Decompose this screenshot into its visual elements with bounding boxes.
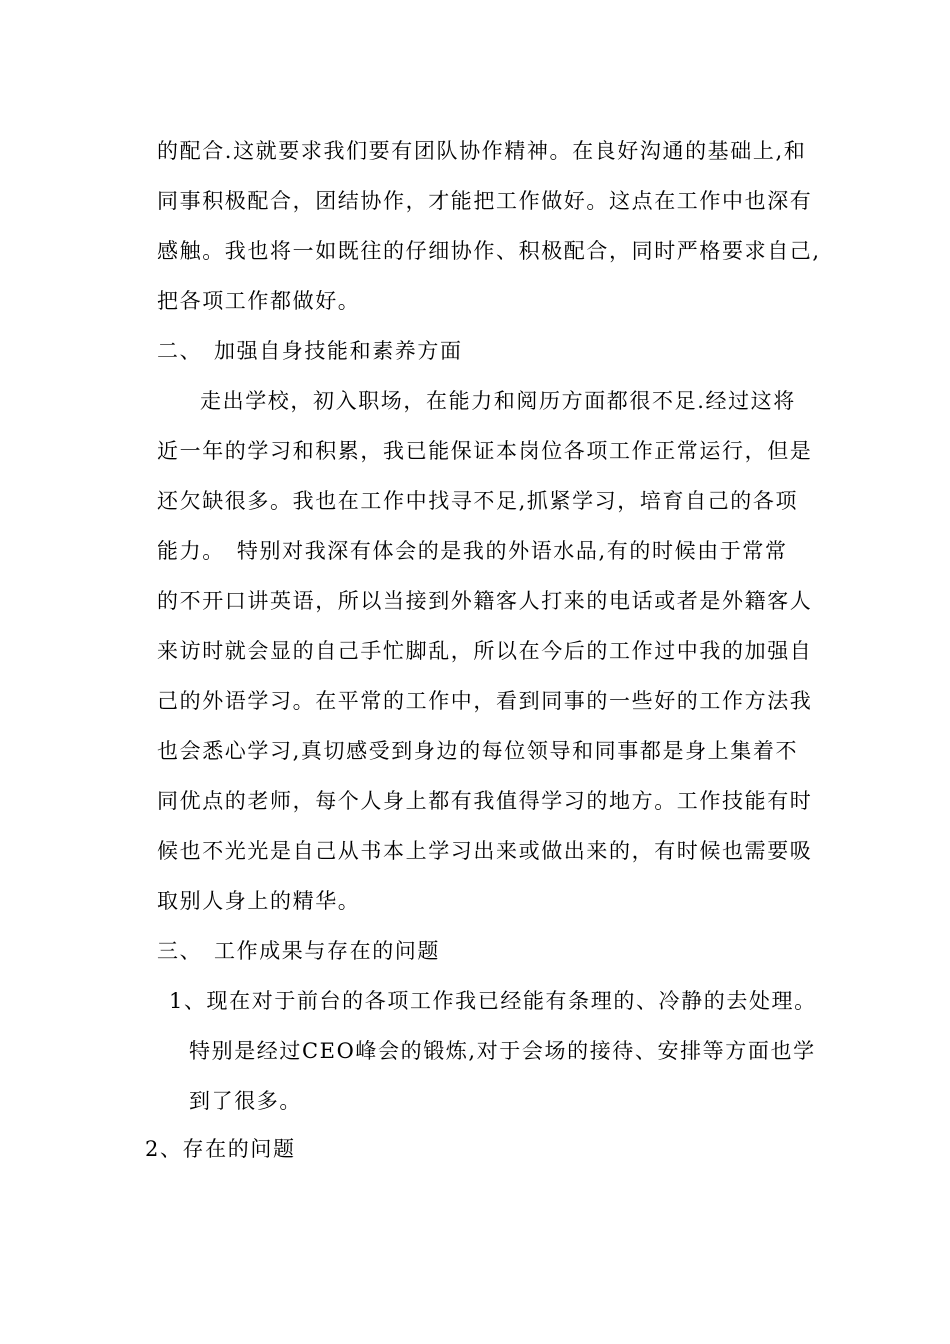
paragraph-line: 候也不光光是自己从书本上学习出来或做出来的，有时候也需要吸: [157, 839, 813, 863]
paragraph-line: 取别人身上的精华。: [157, 889, 361, 913]
paragraph-line: 的不开口讲英语，所以当接到外籍客人打来的电话或者是外籍客人: [157, 589, 813, 613]
paragraph-line: 走出学校，初入职场，在能力和阅历方面都很不足.经过这将: [200, 389, 796, 413]
paragraph-line: 近一年的学习和积累，我已能保证本岗位各项工作正常运行，但是: [157, 439, 813, 463]
section-title: 工作成果与存在的问题: [214, 939, 440, 963]
paragraph-line: 能力。 特别对我深有体会的是我的外语水品,有的时候由于常常: [157, 539, 788, 563]
paragraph-line: 同事积极配合，团结协作，才能把工作做好。这点在工作中也深有: [157, 189, 813, 213]
section-heading-2: [157, 336, 463, 366]
paragraph-line: 感触。我也将一如既往的仔细协作、积极配合，同时严格要求自己,: [157, 239, 821, 263]
paragraph-line: 的配合.这就要求我们要有团队协作精神。在良好沟通的基础上,和: [157, 139, 807, 163]
list-item-2: 2、存在的问题: [145, 1137, 296, 1161]
section-number: 三、: [157, 939, 203, 963]
section-number: 二、: [157, 339, 203, 363]
paragraph-line: 把各项工作都做好。: [157, 289, 361, 313]
paragraph-line: 己的外语学习。在平常的工作中，看到同事的一些好的工作方法我: [157, 689, 813, 713]
paragraph-line: 同优点的老师，每个人身上都有我值得学习的地方。工作技能有时: [157, 789, 813, 813]
list-item-continuation: 特别是经过CEO峰会的锻炼,对于会场的接待、安排等方面也学: [189, 1039, 816, 1063]
section-title: 加强自身技能和素养方面: [214, 339, 463, 363]
paragraph-line: 来访时就会显的自己手忙脚乱，所以在今后的工作过中我的加强自: [157, 639, 813, 663]
list-item-1: 1、现在对于前台的各项工作我已经能有条理的、冷静的去处理。: [169, 989, 817, 1013]
paragraph-line: 还欠缺很多。我也在工作中找寻不足,抓紧学习，培育自己的各项: [157, 489, 799, 513]
paragraph-line: 也会悉心学习,真切感受到身边的每位领导和同事都是身上集着不: [157, 739, 799, 763]
list-item-continuation: 到了很多。: [189, 1089, 302, 1113]
section-heading-3: [157, 936, 440, 966]
